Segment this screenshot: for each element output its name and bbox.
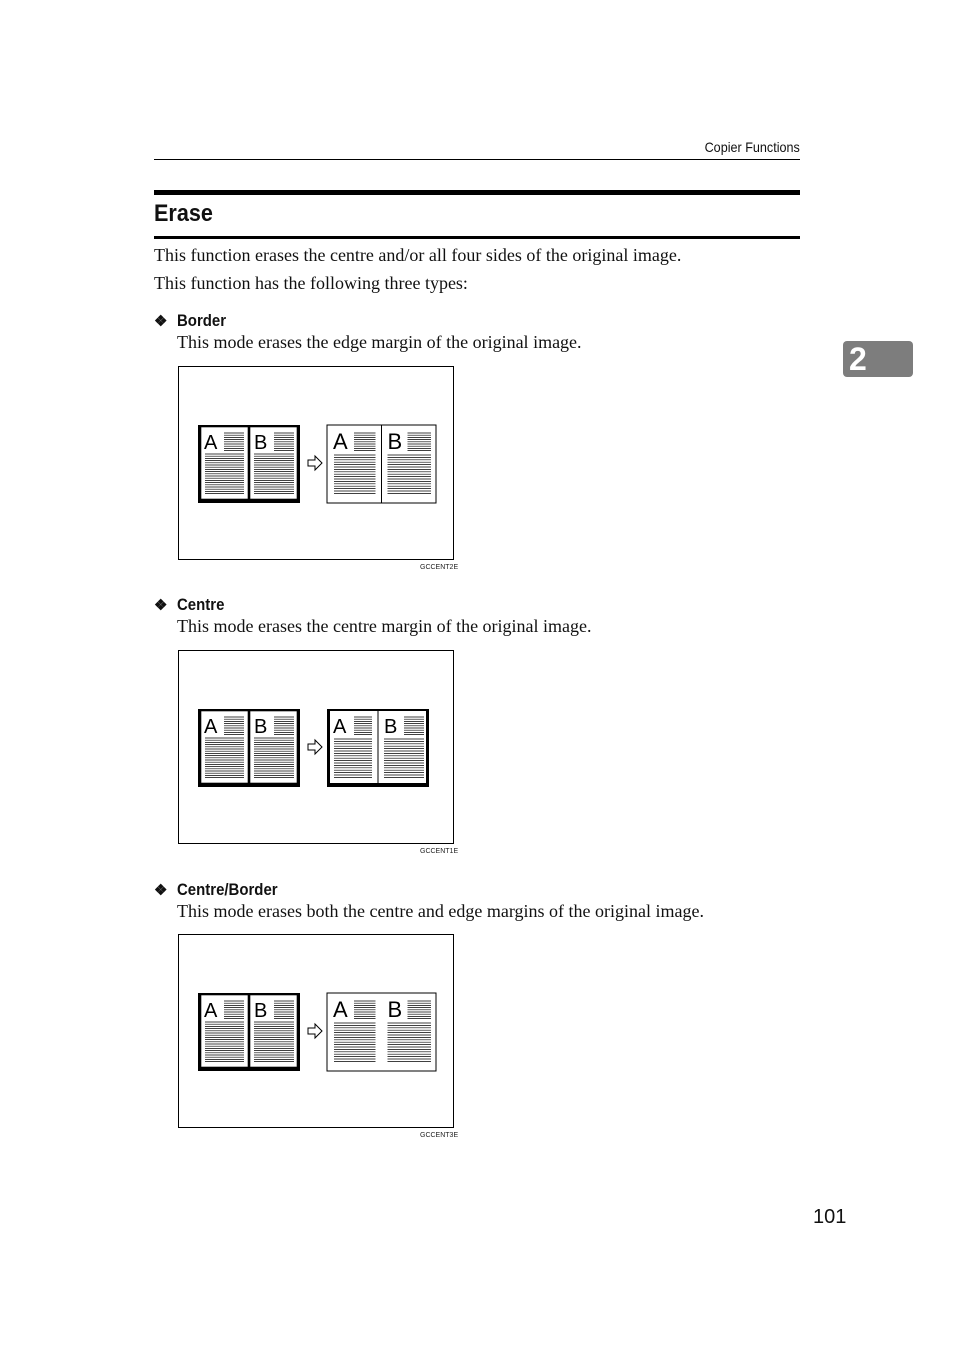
page-letter: A <box>204 432 218 454</box>
page-letter: B <box>384 716 398 738</box>
section-description-border: This mode erases the edge margin of the original image. <box>177 332 582 352</box>
page-letter: A <box>333 716 347 738</box>
page-letter: A <box>204 1000 218 1022</box>
figure-border-erase <box>178 366 454 560</box>
diamond-bullet-icon: ❖ <box>154 882 168 899</box>
figure-code: GCCENT3E <box>420 1132 459 1139</box>
section-heading-centre-border <box>154 880 291 900</box>
page-letter: B <box>387 997 403 1022</box>
chapter-tab <box>843 341 913 377</box>
section-heading-label: Centre <box>177 595 225 614</box>
section-heading-centre <box>154 595 231 615</box>
figure-centre-erase <box>178 650 454 844</box>
page-letter: A <box>333 997 348 1022</box>
arrow-right-icon <box>308 1024 322 1038</box>
arrow-right-icon <box>308 456 322 470</box>
figure-centre-border-erase <box>178 934 454 1128</box>
running-header <box>154 139 800 160</box>
running-header-title: Copier Functions <box>704 139 800 155</box>
title-rule-top <box>154 190 800 195</box>
intro-paragraph-1: This function erases the centre and/or all four sides of the original image. <box>154 245 682 265</box>
title-rule-bottom <box>154 236 800 239</box>
diamond-bullet-icon: ❖ <box>154 597 168 614</box>
section-heading-label: Centre/Border <box>177 880 278 899</box>
page-letter: A <box>204 716 218 738</box>
section-heading-label: Border <box>177 311 227 330</box>
intro-paragraph-2: This function has the following three types: <box>154 273 468 293</box>
page-letter: B <box>254 1000 268 1022</box>
section-description-centre: This mode erases the centre margin of the original image. <box>177 616 592 636</box>
page-number: 101 <box>813 1206 847 1228</box>
section-description-centre-border: This mode erases both the centre and edge margins of the original image. <box>177 901 705 921</box>
page-title: Erase <box>154 200 213 227</box>
figure-code: GCCENT2E <box>420 564 459 571</box>
figure-code: GCCENT1E <box>420 848 459 855</box>
page-letter: A <box>333 429 348 454</box>
arrow-right-icon <box>308 740 322 754</box>
diamond-bullet-icon: ❖ <box>154 313 168 330</box>
section-heading-border <box>154 311 233 331</box>
page-letter: B <box>387 429 403 454</box>
page-letter: B <box>254 716 268 738</box>
page-letter: B <box>254 432 268 454</box>
chapter-number: 2 <box>849 341 867 377</box>
